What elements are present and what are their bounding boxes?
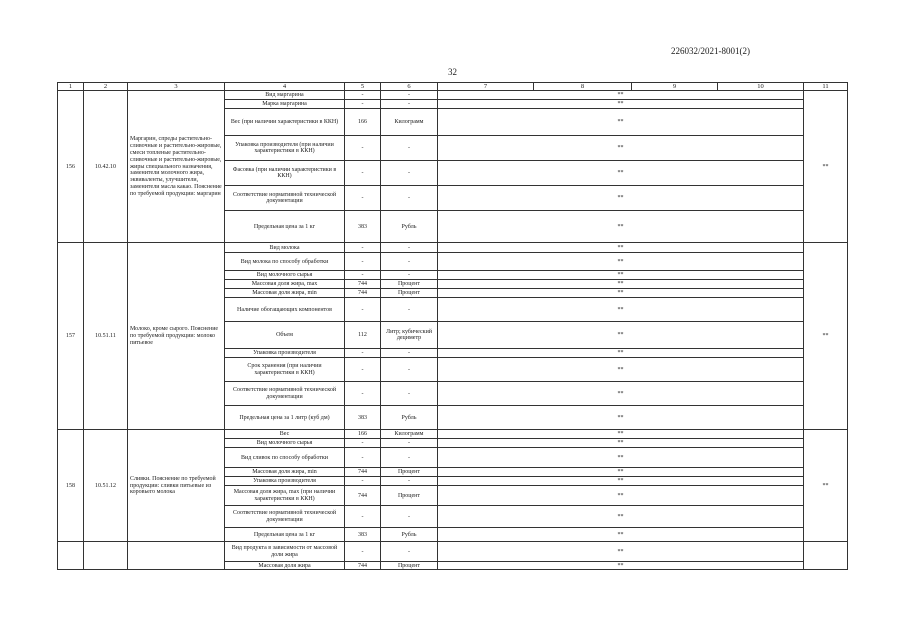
characteristic-value: ** xyxy=(438,298,804,322)
okei-code: - xyxy=(345,91,381,100)
unit-name: - xyxy=(381,439,438,448)
document-number: 226032/2021-8001(2) xyxy=(671,46,750,56)
characteristic-name: Соответствие нормативной технической документации xyxy=(225,186,345,211)
unit-name: Килограмм xyxy=(381,430,438,439)
unit-name: - xyxy=(381,506,438,528)
okei-code: - xyxy=(345,161,381,186)
okei-code: - xyxy=(345,298,381,322)
column-number: 9 xyxy=(632,83,718,91)
unit-name: - xyxy=(381,477,438,486)
unit-name: - xyxy=(381,100,438,109)
okei-code: - xyxy=(345,349,381,358)
okei-code: - xyxy=(345,542,381,562)
characteristic-value: ** xyxy=(438,468,804,477)
characteristic-value: ** xyxy=(438,506,804,528)
characteristic-name: Вид молочного сырья xyxy=(225,271,345,280)
okei-code: 383 xyxy=(345,211,381,243)
characteristic-value: ** xyxy=(438,289,804,298)
characteristic-value: ** xyxy=(438,243,804,253)
unit-name: - xyxy=(381,136,438,161)
unit-name: - xyxy=(381,253,438,271)
table-row xyxy=(58,243,848,253)
okei-code: 744 xyxy=(345,289,381,298)
column-number: 11 xyxy=(804,83,848,91)
okei-code: 383 xyxy=(345,406,381,430)
characteristic-name: Предельная цена за 1 литр (куб дм) xyxy=(225,406,345,430)
column-number: 4 xyxy=(225,83,345,91)
okei-code: - xyxy=(345,136,381,161)
okei-code: - xyxy=(345,506,381,528)
characteristic-name: Упаковка производителя xyxy=(225,477,345,486)
okei-code: - xyxy=(345,186,381,211)
unit-name: - xyxy=(381,349,438,358)
column-number: 6 xyxy=(381,83,438,91)
unit-name: - xyxy=(381,91,438,100)
table-row xyxy=(58,430,848,439)
unit-name: Литр; кубический дециметр xyxy=(381,322,438,349)
okei-code: 744 xyxy=(345,468,381,477)
characteristic-value: ** xyxy=(438,477,804,486)
column-number-row xyxy=(58,83,848,91)
characteristic-name: Упаковка производителя xyxy=(225,349,345,358)
okei-code: - xyxy=(345,439,381,448)
column-number: 2 xyxy=(84,83,128,91)
okei-code: - xyxy=(345,477,381,486)
characteristic-name: Предельная цена за 1 кг xyxy=(225,211,345,243)
column-number: 1 xyxy=(58,83,84,91)
unit-name: Рубль xyxy=(381,406,438,430)
characteristic-name: Вес xyxy=(225,430,345,439)
unit-name: - xyxy=(381,382,438,406)
okei-code: - xyxy=(345,271,381,280)
characteristic-value: ** xyxy=(438,430,804,439)
product-name: Молоко, кроме сырого. Пояснение по требуемой продукции: молоко питьевое xyxy=(128,243,225,430)
unit-name: Процент xyxy=(381,289,438,298)
characteristic-name: Массовая доля жира, min xyxy=(225,289,345,298)
unit-name: - xyxy=(381,298,438,322)
characteristic-name: Массовая доля жира xyxy=(225,562,345,570)
characteristic-name: Соответствие нормативной технической документации xyxy=(225,382,345,406)
okei-code: 744 xyxy=(345,562,381,570)
unit-name: Рубль xyxy=(381,528,438,542)
characteristic-value: ** xyxy=(438,271,804,280)
unit-name: - xyxy=(381,542,438,562)
characteristic-value: ** xyxy=(438,161,804,186)
okei-code: 112 xyxy=(345,322,381,349)
characteristic-value: ** xyxy=(438,358,804,382)
characteristic-name: Вид продукта в зависимости от массовой доли жира xyxy=(225,542,345,562)
characteristic-value: ** xyxy=(438,439,804,448)
position-number: 156 xyxy=(58,91,84,243)
okei-code: 166 xyxy=(345,109,381,136)
unit-name: - xyxy=(381,243,438,253)
characteristic-value: ** xyxy=(438,186,804,211)
characteristic-value: ** xyxy=(438,211,804,243)
unit-name: - xyxy=(381,186,438,211)
unit-name: - xyxy=(381,271,438,280)
characteristic-name: Срок хранения (при наличии характеристики в ККН) xyxy=(225,358,345,382)
characteristic-name: Вид маргарина xyxy=(225,91,345,100)
characteristic-value: ** xyxy=(438,280,804,289)
okei-code: 166 xyxy=(345,430,381,439)
position-number: 158 xyxy=(58,430,84,542)
characteristic-value: ** xyxy=(438,542,804,562)
okei-code: - xyxy=(345,448,381,468)
okpd2-code xyxy=(84,542,128,570)
okei-code: - xyxy=(345,243,381,253)
product-name: Сливки. Пояснение по требуемой продукции: сливки питьевые из коровьего молока xyxy=(128,430,225,542)
unit-name: Процент xyxy=(381,468,438,477)
unit-name: Рубль xyxy=(381,211,438,243)
column-11-value: ** xyxy=(804,430,848,542)
table-body xyxy=(58,83,848,570)
characteristic-name: Массовая доля жира, max (при наличии характеристики в ККН) xyxy=(225,486,345,506)
position-number xyxy=(58,542,84,570)
characteristic-value: ** xyxy=(438,382,804,406)
okei-code: 383 xyxy=(345,528,381,542)
unit-name: - xyxy=(381,448,438,468)
okpd2-code: 10.42.10 xyxy=(84,91,128,243)
okei-code: - xyxy=(345,358,381,382)
characteristic-name: Упаковка производителя (при наличии характеристики в ККН) xyxy=(225,136,345,161)
unit-name: Процент xyxy=(381,562,438,570)
characteristic-value: ** xyxy=(438,562,804,570)
position-number: 157 xyxy=(58,243,84,430)
unit-name: - xyxy=(381,358,438,382)
okei-code: - xyxy=(345,382,381,406)
okei-code: - xyxy=(345,100,381,109)
characteristic-value: ** xyxy=(438,109,804,136)
okei-code: 744 xyxy=(345,280,381,289)
unit-name: Процент xyxy=(381,486,438,506)
characteristic-name: Вид сливок по способу обработки xyxy=(225,448,345,468)
product-name: Маргарин, спреды растительно-сливочные и растительно-жировые, смеси топленые растительно-сливочные и растительно-жировые, жиры специального назначения, заменители молочного жира, эквиваленты, улучшители, заменители масла какао. Пояснение по требуемой продукции: маргарин xyxy=(128,91,225,243)
characteristic-name: Предельная цена за 1 кг xyxy=(225,528,345,542)
page-number: 32 xyxy=(448,67,457,77)
characteristic-value: ** xyxy=(438,486,804,506)
column-11-value: ** xyxy=(804,243,848,430)
product-name xyxy=(128,542,225,570)
characteristic-name: Вес (при наличии характеристики в ККН) xyxy=(225,109,345,136)
okei-code: 744 xyxy=(345,486,381,506)
characteristic-name: Соответствие нормативной технической документации xyxy=(225,506,345,528)
column-number: 7 xyxy=(438,83,534,91)
table-row xyxy=(58,542,848,562)
characteristic-value: ** xyxy=(438,349,804,358)
unit-name: Процент xyxy=(381,280,438,289)
characteristic-name: Массовая доля жира, min xyxy=(225,468,345,477)
column-number: 5 xyxy=(345,83,381,91)
characteristic-name: Вид молока по способу обработки xyxy=(225,253,345,271)
okpd2-code: 10.51.11 xyxy=(84,243,128,430)
unit-name: - xyxy=(381,161,438,186)
column-11-value xyxy=(804,542,848,570)
column-number: 10 xyxy=(718,83,804,91)
characteristic-name: Массовая доля жира, max xyxy=(225,280,345,289)
okpd2-code: 10.51.12 xyxy=(84,430,128,542)
column-number: 3 xyxy=(128,83,225,91)
characteristic-value: ** xyxy=(438,136,804,161)
characteristic-name: Марка маргарина xyxy=(225,100,345,109)
characteristic-value: ** xyxy=(438,406,804,430)
characteristic-value: ** xyxy=(438,253,804,271)
characteristic-name: Фасовка (при наличии характеристики в ККН) xyxy=(225,161,345,186)
characteristic-name: Наличие обогащающих компонентов xyxy=(225,298,345,322)
characteristic-name: Вид молочного сырья xyxy=(225,439,345,448)
characteristic-value: ** xyxy=(438,448,804,468)
characteristic-name: Вид молока xyxy=(225,243,345,253)
table-row xyxy=(58,91,848,100)
characteristic-value: ** xyxy=(438,100,804,109)
characteristic-name: Объем xyxy=(225,322,345,349)
unit-name: Килограмм xyxy=(381,109,438,136)
characteristic-value: ** xyxy=(438,91,804,100)
characteristics-table xyxy=(57,82,848,570)
characteristic-value: ** xyxy=(438,322,804,349)
column-number: 8 xyxy=(534,83,632,91)
column-11-value: ** xyxy=(804,91,848,243)
characteristic-value: ** xyxy=(438,528,804,542)
okei-code: - xyxy=(345,253,381,271)
